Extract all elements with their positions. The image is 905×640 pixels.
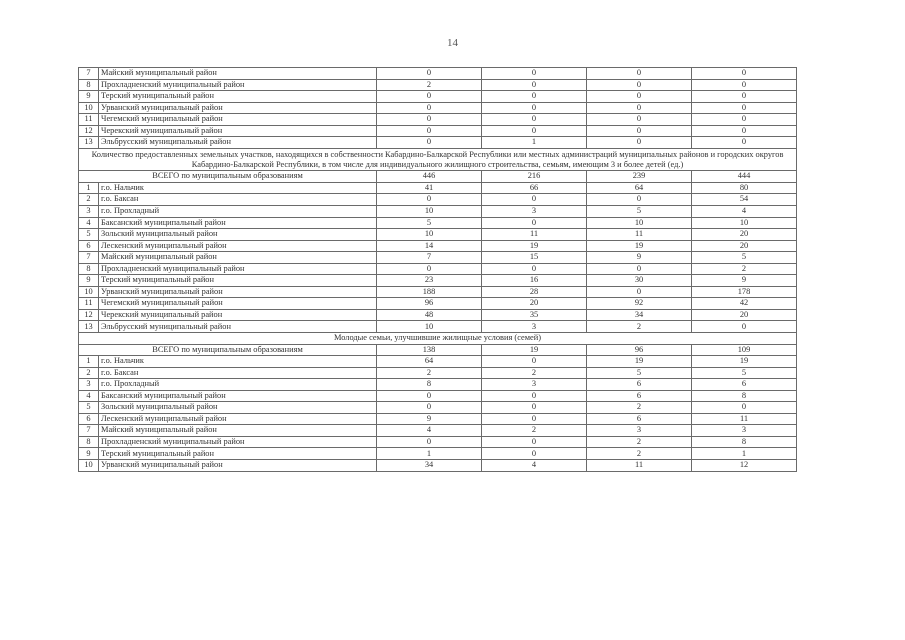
value-cell: 80 xyxy=(692,182,797,194)
row-number: 4 xyxy=(79,217,99,229)
statistics-table xyxy=(78,67,797,472)
row-number: 2 xyxy=(79,367,99,379)
municipality-name: Терский муниципальный район xyxy=(99,275,377,287)
value-cell: 0 xyxy=(692,137,797,149)
row-number: 7 xyxy=(79,425,99,437)
row-number: 13 xyxy=(79,321,99,333)
value-cell: 34 xyxy=(377,460,482,472)
value-cell: 2 xyxy=(587,402,692,414)
value-cell: 14 xyxy=(377,240,482,252)
table-row xyxy=(79,436,797,448)
municipality-name: Чегемский муниципальный район xyxy=(99,114,377,126)
value-cell: 34 xyxy=(587,309,692,321)
value-cell: 8 xyxy=(377,379,482,391)
value-cell: 0 xyxy=(377,263,482,275)
table-row xyxy=(79,321,797,333)
section-header-row xyxy=(79,332,797,344)
table-row xyxy=(79,125,797,137)
table-row xyxy=(79,367,797,379)
table-row xyxy=(79,263,797,275)
value-cell: 0 xyxy=(587,79,692,91)
total-value: 446 xyxy=(377,171,482,183)
municipality-name: Лескенский муниципальный район xyxy=(99,240,377,252)
table-row xyxy=(79,240,797,252)
value-cell: 3 xyxy=(692,425,797,437)
value-cell: 19 xyxy=(587,356,692,368)
row-number: 10 xyxy=(79,102,99,114)
value-cell: 0 xyxy=(482,436,587,448)
value-cell: 0 xyxy=(482,263,587,275)
value-cell: 2 xyxy=(377,79,482,91)
municipality-name: Урванский муниципальный район xyxy=(99,102,377,114)
table-row xyxy=(79,102,797,114)
value-cell: 2 xyxy=(377,367,482,379)
table-row xyxy=(79,137,797,149)
value-cell: 10 xyxy=(692,217,797,229)
table-row xyxy=(79,298,797,310)
row-number: 7 xyxy=(79,252,99,264)
value-cell: 9 xyxy=(587,252,692,264)
table-row xyxy=(79,460,797,472)
row-number: 8 xyxy=(79,263,99,275)
value-cell: 0 xyxy=(482,194,587,206)
row-number: 7 xyxy=(79,68,99,80)
value-cell: 54 xyxy=(692,194,797,206)
value-cell: 0 xyxy=(377,114,482,126)
statistics-table-body xyxy=(79,68,797,472)
table-row xyxy=(79,229,797,241)
page-number: 14 xyxy=(447,37,458,49)
value-cell: 6 xyxy=(587,390,692,402)
value-cell: 5 xyxy=(377,217,482,229)
value-cell: 20 xyxy=(692,240,797,252)
table-row xyxy=(79,68,797,80)
value-cell: 2 xyxy=(587,436,692,448)
row-number: 10 xyxy=(79,286,99,298)
total-value: 96 xyxy=(587,344,692,356)
municipality-name: Терский муниципальный район xyxy=(99,91,377,103)
table-row xyxy=(79,413,797,425)
value-cell: 0 xyxy=(587,286,692,298)
row-number: 4 xyxy=(79,390,99,402)
table-row xyxy=(79,114,797,126)
row-number: 3 xyxy=(79,379,99,391)
value-cell: 0 xyxy=(377,125,482,137)
table-row xyxy=(79,91,797,103)
value-cell: 11 xyxy=(692,413,797,425)
value-cell: 8 xyxy=(692,390,797,402)
row-number: 12 xyxy=(79,309,99,321)
table-row xyxy=(79,205,797,217)
value-cell: 6 xyxy=(587,379,692,391)
value-cell: 0 xyxy=(377,68,482,80)
value-cell: 0 xyxy=(482,402,587,414)
table-row xyxy=(79,448,797,460)
section-header: Количество предоставленных земельных участков, находящихся в собственности Кабардино-Балкарской Республики или местных администраций муниципальных районов и городских округов Кабардино-Балкарской Республики, в том числе для индивидуального жилищного строительства, семьям, имеющим 3 и более детей (ед.) xyxy=(79,148,797,171)
total-value: 444 xyxy=(692,171,797,183)
municipality-name: Майский муниципальный район xyxy=(99,252,377,264)
row-number: 11 xyxy=(79,114,99,126)
row-number: 6 xyxy=(79,240,99,252)
municipality-name: Прохладненский муниципальный район xyxy=(99,263,377,275)
total-label: ВСЕГО по муниципальным образованиям xyxy=(79,171,377,183)
row-number: 2 xyxy=(79,194,99,206)
row-number: 11 xyxy=(79,298,99,310)
value-cell: 9 xyxy=(377,413,482,425)
municipality-name: Лескенский муниципальный район xyxy=(99,413,377,425)
row-number: 1 xyxy=(79,182,99,194)
table-row xyxy=(79,425,797,437)
value-cell: 0 xyxy=(692,402,797,414)
row-number: 9 xyxy=(79,275,99,287)
value-cell: 4 xyxy=(692,205,797,217)
value-cell: 41 xyxy=(377,182,482,194)
value-cell: 0 xyxy=(377,390,482,402)
municipality-name: Баксанский муниципальный район xyxy=(99,390,377,402)
table-row xyxy=(79,356,797,368)
value-cell: 0 xyxy=(482,390,587,402)
municipality-name: г.о. Прохладный xyxy=(99,205,377,217)
row-number: 9 xyxy=(79,448,99,460)
value-cell: 0 xyxy=(377,194,482,206)
value-cell: 4 xyxy=(377,425,482,437)
table-row xyxy=(79,217,797,229)
value-cell: 92 xyxy=(587,298,692,310)
total-value: 138 xyxy=(377,344,482,356)
municipality-name: Терский муниципальный район xyxy=(99,448,377,460)
value-cell: 16 xyxy=(482,275,587,287)
row-number: 10 xyxy=(79,460,99,472)
table-row xyxy=(79,379,797,391)
total-label: ВСЕГО по муниципальным образованиям xyxy=(79,344,377,356)
value-cell: 0 xyxy=(377,91,482,103)
value-cell: 6 xyxy=(692,379,797,391)
value-cell: 30 xyxy=(587,275,692,287)
value-cell: 64 xyxy=(377,356,482,368)
value-cell: 1 xyxy=(377,448,482,460)
municipality-name: Майский муниципальный район xyxy=(99,68,377,80)
row-number: 1 xyxy=(79,356,99,368)
table-row xyxy=(79,252,797,264)
value-cell: 0 xyxy=(587,194,692,206)
value-cell: 48 xyxy=(377,309,482,321)
value-cell: 19 xyxy=(587,240,692,252)
total-row xyxy=(79,344,797,356)
value-cell: 0 xyxy=(377,137,482,149)
value-cell: 0 xyxy=(692,79,797,91)
value-cell: 0 xyxy=(482,79,587,91)
table-row xyxy=(79,79,797,91)
municipality-name: Урванский муниципальный район xyxy=(99,286,377,298)
value-cell: 64 xyxy=(587,182,692,194)
value-cell: 12 xyxy=(692,460,797,472)
value-cell: 178 xyxy=(692,286,797,298)
total-value: 239 xyxy=(587,171,692,183)
value-cell: 35 xyxy=(482,309,587,321)
municipality-name: Эльбрусский муниципальный район xyxy=(99,137,377,149)
total-value: 216 xyxy=(482,171,587,183)
value-cell: 0 xyxy=(692,321,797,333)
municipality-name: Урванский муниципальный район xyxy=(99,460,377,472)
total-row xyxy=(79,171,797,183)
municipality-name: Зольский муниципальный район xyxy=(99,229,377,241)
value-cell: 10 xyxy=(377,205,482,217)
value-cell: 10 xyxy=(587,217,692,229)
table-row xyxy=(79,275,797,287)
value-cell: 19 xyxy=(482,240,587,252)
value-cell: 0 xyxy=(692,102,797,114)
value-cell: 188 xyxy=(377,286,482,298)
value-cell: 0 xyxy=(587,263,692,275)
value-cell: 0 xyxy=(482,356,587,368)
value-cell: 1 xyxy=(692,448,797,460)
municipality-name: Черекский муниципальный район xyxy=(99,125,377,137)
value-cell: 0 xyxy=(692,68,797,80)
value-cell: 0 xyxy=(587,91,692,103)
value-cell: 5 xyxy=(587,367,692,379)
value-cell: 3 xyxy=(482,205,587,217)
value-cell: 0 xyxy=(482,91,587,103)
value-cell: 3 xyxy=(587,425,692,437)
municipality-name: Черекский муниципальный район xyxy=(99,309,377,321)
row-number: 8 xyxy=(79,79,99,91)
total-value: 109 xyxy=(692,344,797,356)
total-value: 19 xyxy=(482,344,587,356)
municipality-name: г.о. Прохладный xyxy=(99,379,377,391)
value-cell: 96 xyxy=(377,298,482,310)
value-cell: 28 xyxy=(482,286,587,298)
value-cell: 15 xyxy=(482,252,587,264)
value-cell: 0 xyxy=(482,448,587,460)
municipality-name: г.о. Баксан xyxy=(99,194,377,206)
value-cell: 11 xyxy=(587,460,692,472)
table-row xyxy=(79,182,797,194)
value-cell: 1 xyxy=(482,137,587,149)
value-cell: 0 xyxy=(377,436,482,448)
municipality-name: Прохладненский муниципальный район xyxy=(99,79,377,91)
value-cell: 0 xyxy=(692,125,797,137)
municipality-name: Прохладненский муниципальный район xyxy=(99,436,377,448)
value-cell: 0 xyxy=(587,68,692,80)
value-cell: 11 xyxy=(482,229,587,241)
value-cell: 0 xyxy=(587,102,692,114)
value-cell: 5 xyxy=(692,367,797,379)
value-cell: 2 xyxy=(692,263,797,275)
value-cell: 0 xyxy=(587,114,692,126)
value-cell: 20 xyxy=(692,229,797,241)
municipality-name: г.о. Нальчик xyxy=(99,182,377,194)
row-number: 12 xyxy=(79,125,99,137)
municipality-name: Чегемский муниципальный район xyxy=(99,298,377,310)
table-row xyxy=(79,286,797,298)
value-cell: 0 xyxy=(377,102,482,114)
municipality-name: Баксанский муниципальный район xyxy=(99,217,377,229)
value-cell: 20 xyxy=(692,309,797,321)
value-cell: 2 xyxy=(482,425,587,437)
value-cell: 9 xyxy=(692,275,797,287)
table-row xyxy=(79,402,797,414)
row-number: 3 xyxy=(79,205,99,217)
value-cell: 2 xyxy=(587,448,692,460)
value-cell: 42 xyxy=(692,298,797,310)
row-number: 13 xyxy=(79,137,99,149)
value-cell: 20 xyxy=(482,298,587,310)
value-cell: 10 xyxy=(377,321,482,333)
value-cell: 3 xyxy=(482,379,587,391)
value-cell: 5 xyxy=(587,205,692,217)
row-number: 9 xyxy=(79,91,99,103)
value-cell: 8 xyxy=(692,436,797,448)
value-cell: 2 xyxy=(587,321,692,333)
row-number: 8 xyxy=(79,436,99,448)
row-number: 6 xyxy=(79,413,99,425)
value-cell: 0 xyxy=(377,402,482,414)
table-row xyxy=(79,390,797,402)
value-cell: 11 xyxy=(587,229,692,241)
value-cell: 3 xyxy=(482,321,587,333)
value-cell: 66 xyxy=(482,182,587,194)
municipality-name: Майский муниципальный район xyxy=(99,425,377,437)
value-cell: 0 xyxy=(482,68,587,80)
municipality-name: г.о. Баксан xyxy=(99,367,377,379)
value-cell: 0 xyxy=(482,114,587,126)
value-cell: 2 xyxy=(482,367,587,379)
value-cell: 0 xyxy=(587,137,692,149)
value-cell: 5 xyxy=(692,252,797,264)
municipality-name: Эльбрусский муниципальный район xyxy=(99,321,377,333)
section-header-row xyxy=(79,148,797,171)
value-cell: 0 xyxy=(482,125,587,137)
row-number: 5 xyxy=(79,229,99,241)
value-cell: 4 xyxy=(482,460,587,472)
value-cell: 6 xyxy=(587,413,692,425)
table-row xyxy=(79,309,797,321)
value-cell: 0 xyxy=(692,114,797,126)
value-cell: 19 xyxy=(692,356,797,368)
table-row xyxy=(79,194,797,206)
value-cell: 0 xyxy=(482,217,587,229)
municipality-name: г.о. Нальчик xyxy=(99,356,377,368)
section-header: Молодые семьи, улучшившие жилищные условия (семей) xyxy=(79,332,797,344)
value-cell: 0 xyxy=(482,413,587,425)
value-cell: 23 xyxy=(377,275,482,287)
value-cell: 10 xyxy=(377,229,482,241)
row-number: 5 xyxy=(79,402,99,414)
value-cell: 7 xyxy=(377,252,482,264)
value-cell: 0 xyxy=(482,102,587,114)
value-cell: 0 xyxy=(692,91,797,103)
municipality-name: Зольский муниципальный район xyxy=(99,402,377,414)
value-cell: 0 xyxy=(587,125,692,137)
